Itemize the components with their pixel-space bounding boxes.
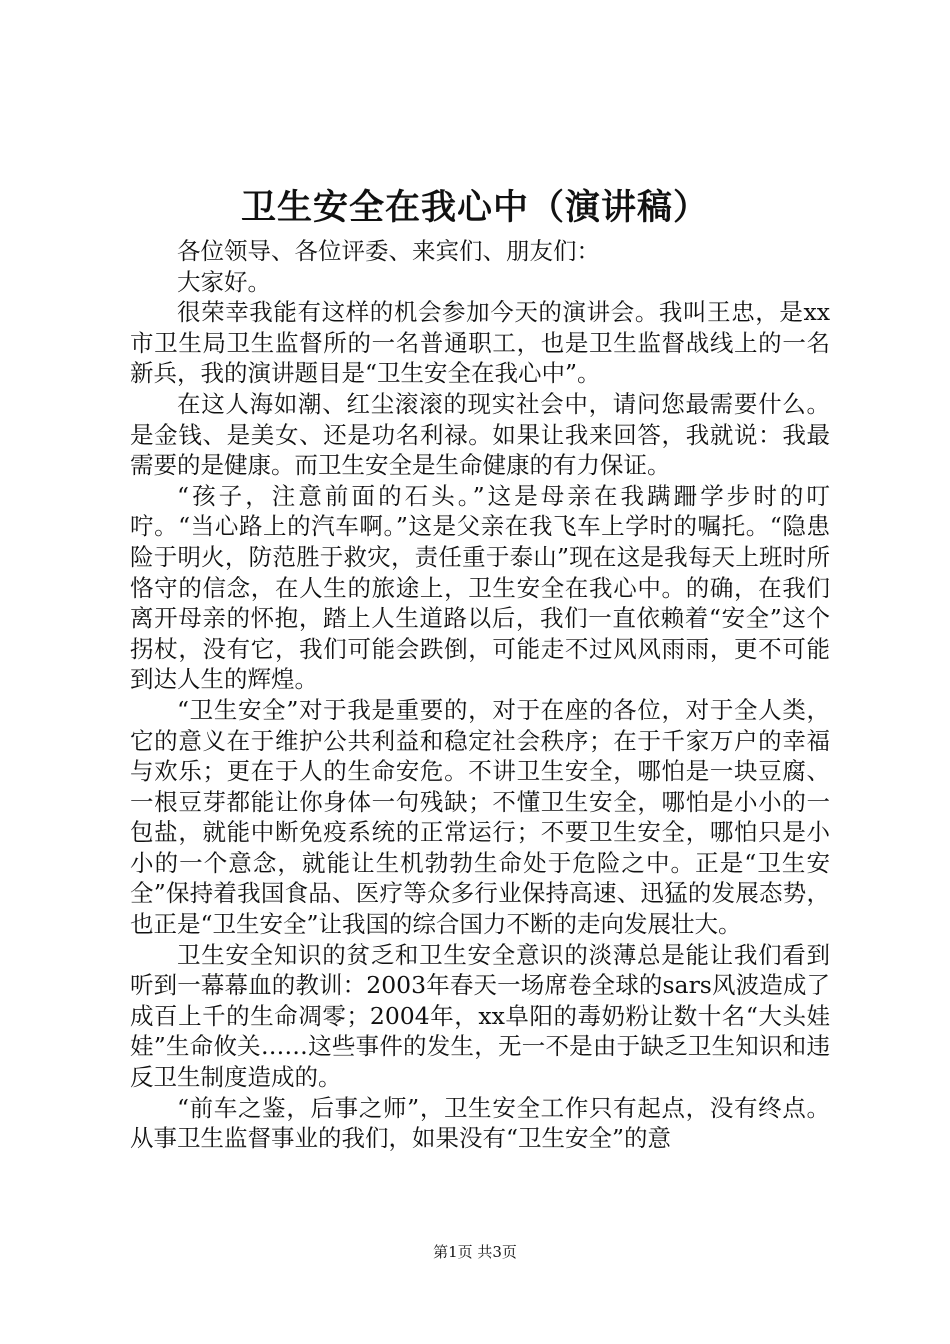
salutation-paragraph: 各位领导、各位评委、来宾们、朋友们： — [177, 237, 600, 265]
greeting-paragraph: 大家好。 — [177, 267, 271, 296]
body-paragraph: 卫生安全知识的贫乏和卫生安全意识的淡薄总是能让我们看到听到一幕幕血的教训：2003年春天一场席卷全球的sars风波造成了成百上千的生命凋零；2004年，xx阜阳的毒奶粉让数十名“大头娃娃”生命攸关……这些事件的发生，无一不是由于缺乏卫生知识和违反卫生制度造成的。 — [130, 940, 830, 1092]
document-body — [130, 236, 830, 1154]
page-number-footer: 第1页 共3页 — [433, 1243, 517, 1261]
body-paragraph: 在这人海如潮、红尘滚滚的现实社会中，请问您最需要什么。是金钱、是美女、还是功名利禄。如果让我来回答，我就说：我最需要的是健康。而卫生安全是生命健康的有力保证。 — [130, 389, 830, 480]
body-paragraph: “孩子，注意前面的石头。”这是母亲在我蹒跚学步时的叮咛。“当心路上的汽车啊。”这是父亲在我飞车上学时的嘱托。“隐患险于明火，防范胜于救灾，责任重于泰山”现在这是我每天上班时所恪守的信念，在人生的旅途上，卫生安全在我心中。的确，在我们离开母亲的怀抱，踏上人生道路以后，我们一直依赖着“安全”这个拐杖，没有它，我们可能会跌倒，可能走不过风风雨雨，更不可能到达人生的辉煌。 — [130, 481, 830, 694]
body-paragraph: “前车之鉴，后事之师”，卫生安全工作只有起点，没有终点。从事卫生监督事业的我们，如果没有“卫生安全”的意 — [130, 1093, 830, 1153]
body-paragraph: 很荣幸我能有这样的机会参加今天的演讲会。我叫王忠，是xx市卫生局卫生监督所的一名普通职工，也是卫生监督战线上的一名新兵，我的演讲题目是“卫生安全在我心中”。 — [130, 298, 830, 388]
body-paragraph: “卫生安全”对于我是重要的，对于在座的各位，对于全人类，它的意义在于维护公共利益和稳定社会秩序；在于千家万户的幸福与欢乐；更在于人的生命安危。不讲卫生安全，哪怕是一块豆腐、一根豆芽都能让你身体一句残缺；不懂卫生安全，哪怕是小小的一包盐，就能中断免疫系统的正常运行；不要卫生安全，哪怕只是小小的一个意念，就能让生机勃勃生命处于危险之中。正是“卫生安全”保持着我国食品、医疗等众多行业保持高速、迅猛的发展态势，也正是“卫生安全”让我国的综合国力不断的走向发展壮大。 — [130, 695, 830, 939]
document-title: 卫生安全在我心中（演讲稿） — [240, 187, 709, 228]
